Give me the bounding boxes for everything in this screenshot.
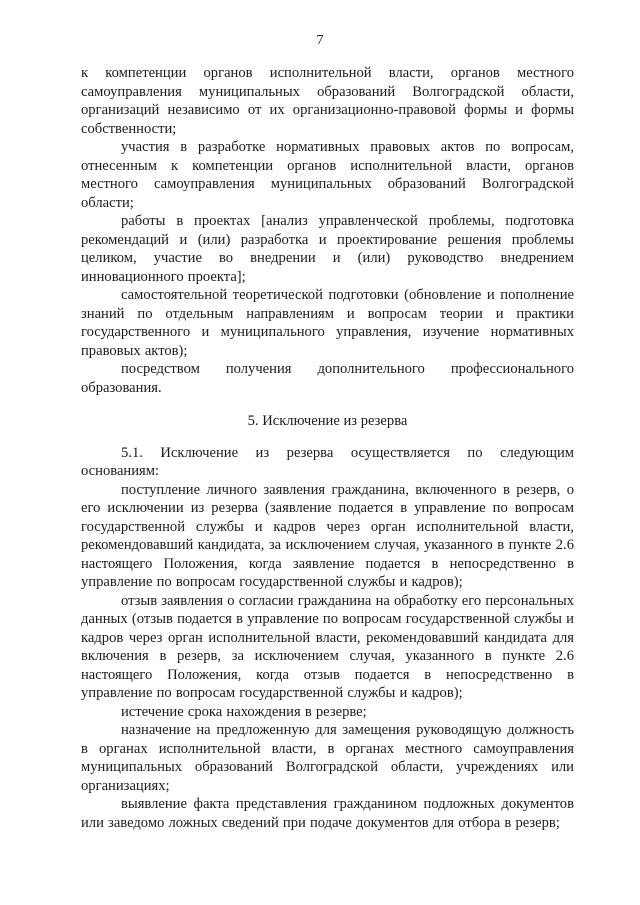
page-number: 7 bbox=[316, 33, 324, 48]
paragraph-legal-acts-participation: участия в разработке нормативных правовых актов по вопросам, отнесенным к компетенции органов исполнительной власти, органов местного самоуправления муниципальных образований Волгоградской области; bbox=[81, 139, 574, 211]
paragraph-additional-education: посредством получения дополнительного профессионального образования. bbox=[81, 361, 574, 396]
paragraph-competence-continuation: к компетенции органов исполнительной власти, органов местного самоуправления муниципальных образований Волгоградской области, организаций независимо от их организационно-правовой формы и формы собственности; bbox=[81, 65, 574, 137]
paragraph-self-study: самостоятельной теоретической подготовки (обновление и пополнение знаний по отдельным направлениям и вопросам теории и практики государственного и муниципального управления, изучение нормативных правовых актов); bbox=[81, 287, 574, 359]
paragraph-exclusion-appointment: назначение на предложенную для замещения руководящую должность в органах исполнительной власти, в органах местного самоуправления муниципальных образований Волгоградской области, учреждениях или организациях; bbox=[81, 722, 574, 794]
paragraph-project-work: работы в проектах [анализ управленческой проблемы, подготовка рекомендаций и (или) разработка и проектирование решения проблемы целиком, участие во внедрении и (или) руководство внедрением инновационного проекта]; bbox=[81, 213, 574, 285]
paragraph-exclusion-grounds-intro: 5.1. Исключение из резерва осуществляется по следующим основаниям: bbox=[81, 444, 574, 479]
section-heading: 5. Исключение из резерва bbox=[247, 413, 408, 429]
paragraph-exclusion-personal-application: поступление личного заявления гражданина, включенного в резерв, о его исключении из резерва (заявление подается в управление по вопросам государственной службы и кадров через орган исполнительной власти, рекомендовавший кандидата, за исключением случая, указанного в пункте 2.6 настоящего Положения, когда заявление подается в непосредственно в управление по вопросам государственной службы и кадров); bbox=[81, 481, 574, 590]
paragraph-exclusion-term-expiry: истечение срока нахождения в резерве; bbox=[121, 703, 367, 720]
paragraph-exclusion-false-documents: выявление факта представления гражданином подложных документов или заведомо ложных сведений при подаче документов для отбора в резерв; bbox=[81, 796, 574, 831]
paragraph-exclusion-consent-withdrawal: отзыв заявления о согласии гражданина на обработку его персональных данных (отзыв подается в управление по вопросам государственной службы и кадров через орган исполнительной власти, рекомендовавший кандидата для включения в резерв, за исключением случая, указанного в пункте 2.6 настоящего Положения, когда отзыв подается в непосредственно в управление по вопросам государственной службы и кадров); bbox=[81, 592, 574, 701]
document-body bbox=[81, 64, 574, 832]
